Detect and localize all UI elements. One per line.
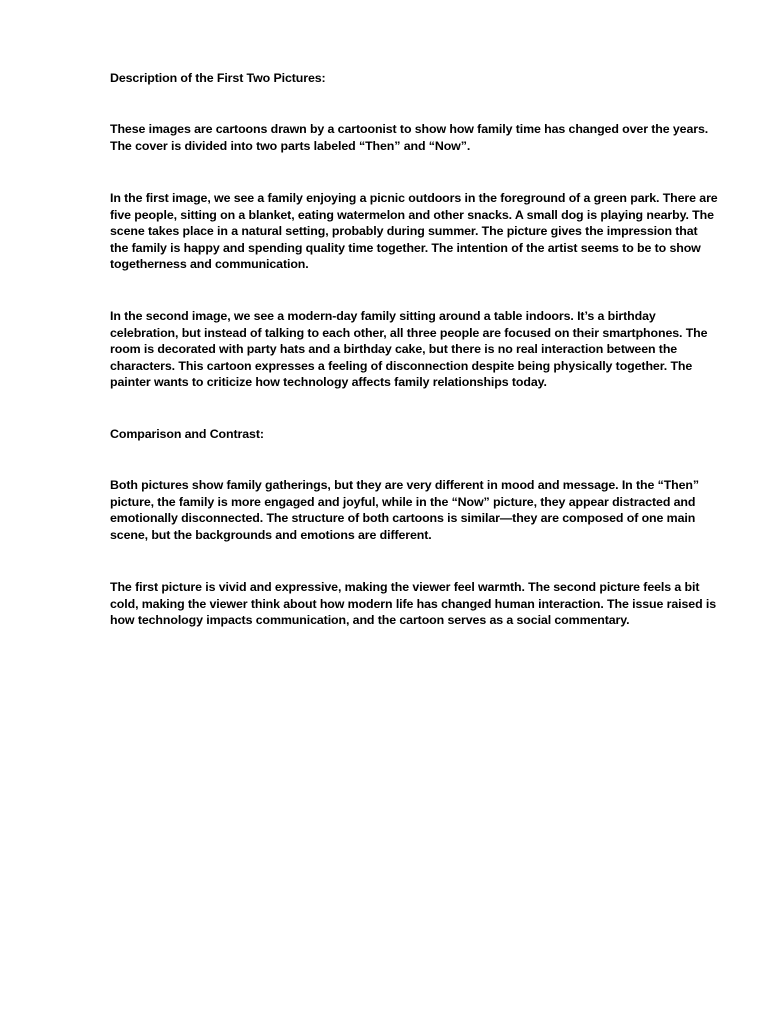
paragraph-second-image: In the second image, we see a modern-day family sitting around a table indoors. It’s a birthday celebration, but instead of talking to each other, all three people are focused on their smartphones. The room is decorated with party hats and a birthday cake, but there is no real interaction between the characters. This cartoon expresses a feeling of disconnection despite being physically together. The painter wants to criticize how technology affects family relationships today.	[110, 309, 708, 389]
paragraph-intro: These images are cartoons drawn by a cartoonist to show how family time has changed over the years. The cover is divided into two parts labeled “Then” and “Now”.	[110, 122, 709, 153]
section-heading-description: Description of the First Two Pictures:	[110, 71, 326, 85]
paragraph-first-image: In the first image, we see a family enjoying a picnic outdoors in the foreground of a green park. There are five people, sitting on a blanket, eating watermelon and other snacks. A small dog is playing nearby. The scene takes place in a natural setting, probably during summer. The picture gives the impression that the family is happy and spending quality time together. The intention of the artist seems to be to show togetherness and communication.	[110, 191, 718, 271]
paragraph-both-pictures: Both pictures show family gatherings, but they are very different in mood and message. In the “Then” picture, the family is more engaged and joyful, while in the “Now” picture, they appear distracted and emotionally disconnected. The structure of both cartoons is similar—they are composed of one main scene, but the backgrounds and emotions are different.	[110, 478, 699, 542]
paragraph-vivid: The first picture is vivid and expressive, making the viewer feel warmth. The second picture feels a bit cold, making the viewer think about how modern life has changed human interaction. The issue raised is how technology impacts communication, and the cartoon serves as a social commentary.	[110, 580, 717, 627]
section-heading-comparison: Comparison and Contrast:	[110, 427, 264, 441]
